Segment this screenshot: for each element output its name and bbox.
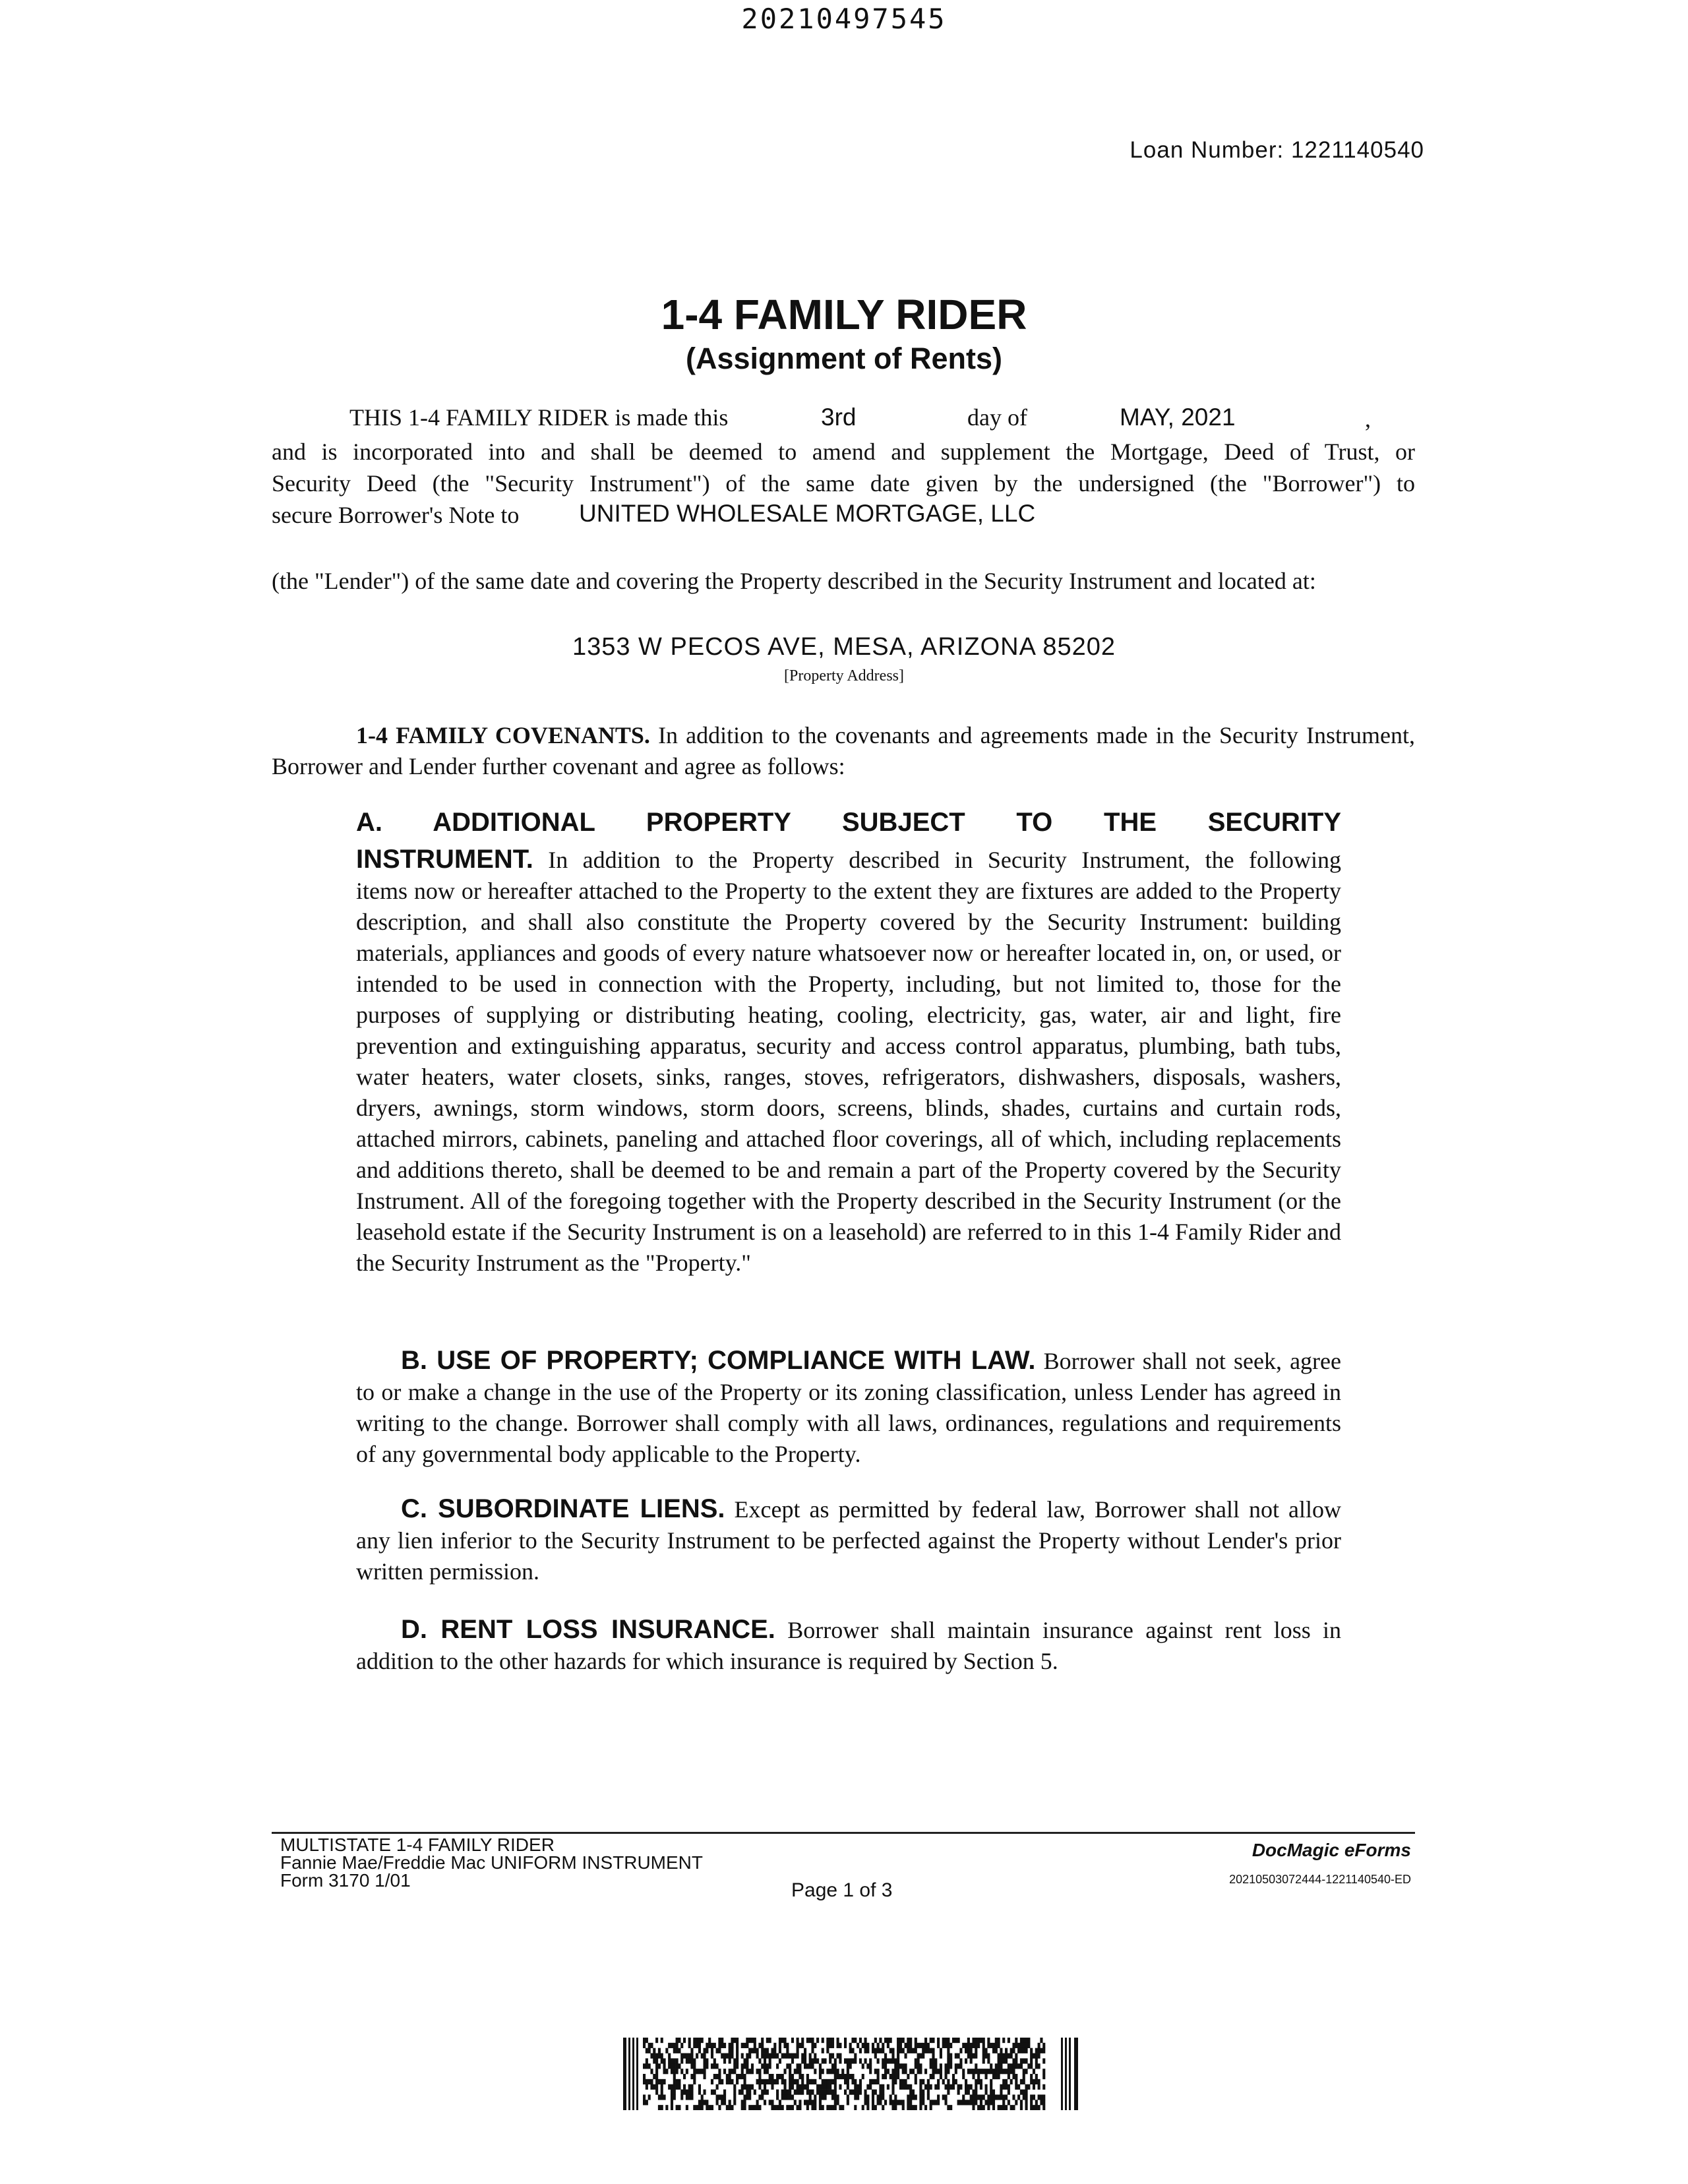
loan-number: Loan Number: 1221140540 — [1130, 137, 1424, 163]
section-d — [356, 1614, 1341, 1677]
intro-comma: , — [1365, 406, 1371, 432]
section-a-first-line — [356, 844, 1341, 876]
section-d-heading: D. RENT LOSS INSURANCE. — [401, 1615, 775, 1644]
document-subtitle: (Assignment of Rents) — [685, 342, 1002, 375]
property-address: 1353 W PECOS AVE, MESA, ARIZONA 85202 — [572, 633, 1116, 661]
section-a-text: items now or hereafter attached to the Property to the extent they are fixtures are added to the Property description, and shall also constitute the Property covered by the Security Instrument: building materials, appliances and goods of every nature whatsoever now or hereafter located in, on, or used, or intended to be used in connection with the Property, including, but not limited to, those for the purposes of supplying or distributing heating, cooling, electricity, gas, water, air and light, fire prevention and extinguishing apparatus, security and access control apparatus, plumbing, bath tubs, water heaters, water closets, sinks, ranges, stoves, refrigerators, dishwashers, disposals, washers, dryers, awnings, storm windows, storm doors, screens, blinds, shades, curtains and curtain rods, attached mirrors, cabinets, paneling and attached floor coverings, all of which, including replacements and additions thereto, shall be deemed to be and remain a part of the Property covered by the Security Instrument. All of the foregoing together with the Property described in the Security Instrument (or the leasehold estate if the Security Instrument is on a leasehold) are referred to in this 1-4 Family Rider and the Security Instrument as the "Property." — [356, 878, 1341, 1276]
section-a-heading: A. ADDITIONAL PROPERTY SUBJECT TO THE SECURITY — [356, 808, 1341, 837]
rider-month-year: MAY, 2021 — [1120, 404, 1236, 431]
footer-form-info — [280, 1836, 703, 1889]
rider-day: 3rd — [821, 404, 857, 431]
footer-form-line-2: Fannie Mae/Freddie Mac UNIFORM INSTRUMENT — [280, 1852, 704, 1873]
section-d-text: Borrower shall maintain insurance against rent loss in addition to the other hazards for which insurance is required by Section 5. — [356, 1617, 1342, 1674]
covenants-paragraph — [272, 720, 1415, 782]
footer-form-line-1: MULTISTATE 1-4 FAMILY RIDER — [280, 1835, 555, 1855]
section-c-heading: C. SUBORDINATE LIENS. — [401, 1494, 725, 1523]
document-id: 20210503072444-1221140540-ED — [1229, 1873, 1411, 1886]
section-a-first-text: In addition to the Property described in Security Instrument, the following — [548, 847, 1342, 873]
section-b — [356, 1345, 1341, 1470]
intro-line-2: and is incorporated into and shall be deemed to amend and supplement the Mortgage, Deed of Trust, or — [272, 439, 1415, 465]
section-b-heading: B. USE OF PROPERTY; COMPLIANCE WITH LAW. — [401, 1346, 1036, 1375]
covenants-text: In addition to the covenants and agreements made in the Security Instrument, Borrower and Lender further covenant and agree as follows: — [272, 722, 1416, 779]
section-c-text: Except as permitted by federal law, Borrower shall not allow any lien inferior to the Security Instrument to be perfected against the Property without Lender's prior written permission. — [356, 1496, 1342, 1585]
intro-line-4: secure Borrower's Note to — [272, 502, 520, 528]
recording-number: 20210497545 — [741, 3, 947, 35]
covenants-heading: 1-4 FAMILY COVENANTS. — [356, 722, 650, 748]
page-number: Page 1 of 3 — [791, 1879, 893, 1901]
footer-divider — [272, 1832, 1415, 1834]
section-b-text: Borrower shall not seek, agree to or make a change in the use of the Property or its zoning classification, unless Lender has agreed in writing to the change. Borrower shall comply with all laws, ordinances, regulations and requirements of any governmental body applicable to the Property. — [356, 1348, 1342, 1467]
footer-form-line-3: Form 3170 1/01 — [280, 1870, 411, 1891]
barcode-image — [623, 2038, 1078, 2110]
section-a-heading-2: INSTRUMENT. — [356, 845, 533, 874]
intro-line-3: Security Deed (the "Security Instrument") of the same date given by the undersigned (the "Borrower") to — [272, 470, 1415, 497]
intro-day-of: day of — [967, 404, 1027, 431]
document-title: 1-4 FAMILY RIDER — [661, 291, 1027, 338]
lender-name: UNITED WHOLESALE MORTGAGE, LLC — [579, 500, 1036, 527]
intro-line-1: THIS 1-4 FAMILY RIDER is made this — [349, 404, 729, 431]
docmagic-logo: DocMagic eForms — [1251, 1840, 1411, 1860]
intro-line-5: (the "Lender") of the same date and covering the Property described in the Security Instrument and located at: — [272, 568, 1316, 594]
section-c — [356, 1494, 1341, 1587]
property-address-label: [Property Address] — [784, 667, 904, 684]
